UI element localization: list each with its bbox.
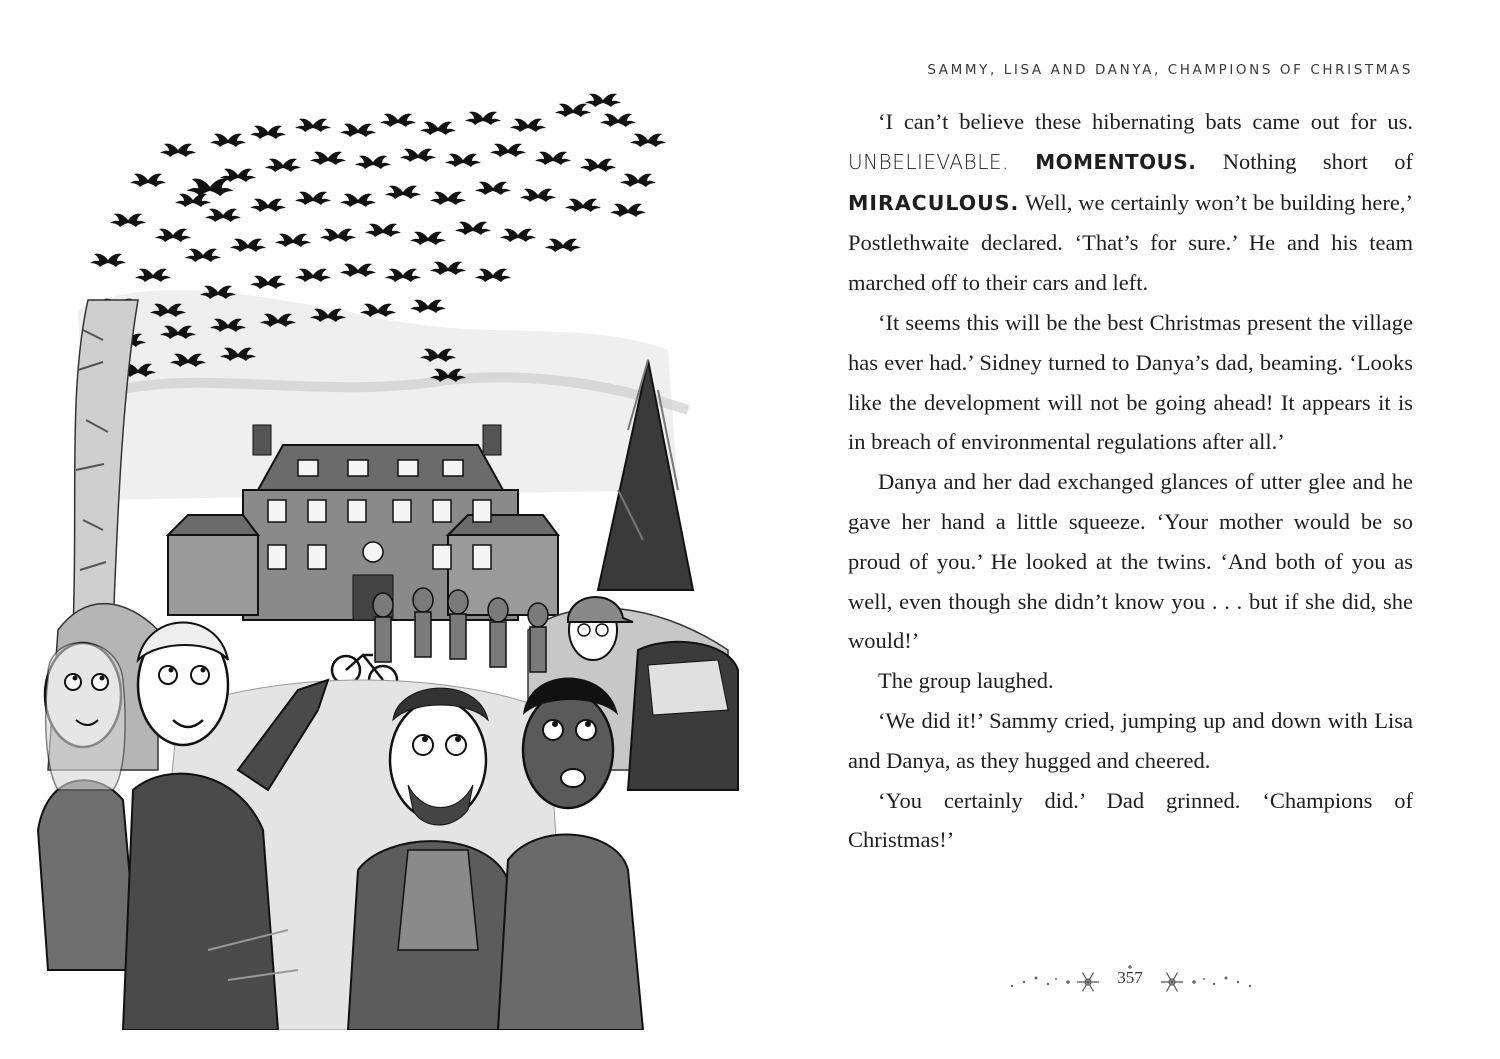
page-number: 357 (1117, 968, 1143, 987)
paragraph (848, 102, 1413, 303)
text-run: ‘We did it!’ Sammy cried, jumping up and down with Lisa and Danya, as they hugged and cheered. (848, 707, 1413, 773)
text-run: ‘You certainly did.’ Dad grinned. ‘Champions of Christmas!’ (848, 787, 1413, 853)
paragraph (848, 303, 1413, 462)
text-run: The group laughed. (878, 668, 1054, 694)
emphasis-miraculous: MIRACULOUS. (848, 190, 1020, 215)
paragraph (848, 701, 1413, 781)
body-text (848, 102, 1413, 860)
running-head: SAMMY, LISA AND DANYA, CHAMPIONS OF CHRISTMAS (927, 62, 1413, 78)
text-run: Nothing short of (1196, 148, 1414, 174)
emphasis-momentous: MOMENTOUS. (1035, 149, 1197, 174)
paragraph (848, 661, 1413, 701)
text-run: ‘It seems this will be the best Christmas present the village has ever had.’ Sidney turned to Danya’s dad, beaming. ‘Looks like the development will not be going ahead! It appears it is in breach of environmental regulations after all.’ (848, 309, 1413, 455)
emphasis-unbelievable: UNBELIEVABLE. (848, 149, 1009, 174)
page-folio (1000, 960, 1260, 1000)
text-run: Danya and her dad exchanged glances of utter glee and he gave her hand a little squeeze. ‘Your mother would be so proud of you.’ He looked at the twins. ‘And both of you as well, even though she didn’t know you . . . but if she did, she would!’ (848, 469, 1413, 654)
text-run (1009, 149, 1035, 174)
illustration-drawing (28, 70, 748, 1030)
text-run: Well, we certainly won’t be building here,’ Postlethwaite declared. ‘That’s for sure.’ He and his team marched off to their cars and left. (848, 189, 1413, 296)
paragraph (848, 781, 1413, 861)
text-run: ‘I can’t believe these hibernating bats came out for us. (878, 109, 1413, 134)
paragraph (848, 462, 1413, 661)
bats-over-manor-illustration (28, 70, 748, 1030)
